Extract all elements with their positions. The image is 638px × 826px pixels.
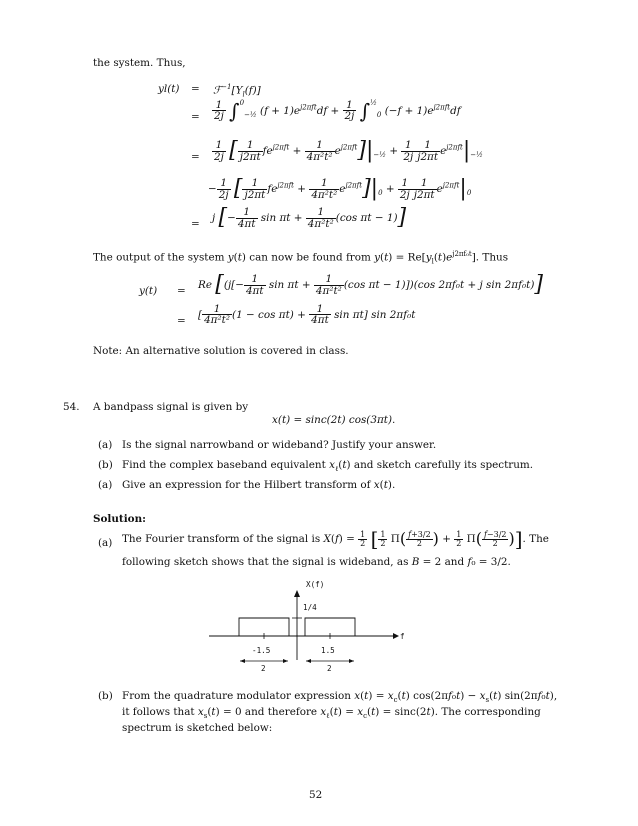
right-width-arrow-left-icon <box>306 659 311 663</box>
sketch-x-label: f <box>400 632 405 641</box>
eq-sign-3: = <box>191 151 200 163</box>
solution-b-label: (b) <box>98 690 113 702</box>
derivation-line-4: − $\frac{1}{2j}$ [ $\frac{1}{j2\pi t}$ $fe^{j2\pi ft}$ + $\frac{1}{\text{4π²t²}}$ $e^{j2\pi ft}]|_0$ + $\frac{1}{2j}$ $\frac{1}{j2\pi t}$ $e^{j2\pi ft}|_0$ <box>208 176 472 201</box>
sketch-right-center-label: 1.5 <box>321 646 335 655</box>
sketch-y-label: X(f) <box>306 580 325 589</box>
derivation-lhs: yl(t) <box>158 83 180 95</box>
output-eq-1: = <box>177 285 186 297</box>
solution-b-line-3: spectrum is sketched below: <box>122 722 273 734</box>
output-sentence: The output of the system y(t) can now be found from $y(t) = Re[y_l(t)e^{j2\pi f_0t}]$. Thus <box>93 250 509 266</box>
derivation-line-1: $ℱ^{-1}[Y_l(f)]$ <box>213 83 261 99</box>
derivation-line-3: $\frac{1}{2j}$ [ $\frac{1}{j2\pi t}$ $fe^{j2\pi ft}$ + $\frac{1}{\text{4π²t²}}$ $e^{j2\pi ft}]|_{-\frac{1}{2}}$ + $\frac{1}{2j}$ $\frac{1}{j2\pi t}$ $e^{j2\pi ft}|_{-\frac{1}{2}}$ <box>214 138 483 163</box>
output-eq-2: = <box>177 315 186 327</box>
part-label: (b) <box>98 459 113 471</box>
note-text: Note: An alternative solution is covered in class. <box>93 345 349 357</box>
sketch-right-width-label: 2 <box>327 664 332 673</box>
x-axis-arrow-icon <box>393 633 399 639</box>
y-axis-arrow-icon <box>294 590 300 597</box>
sketch-left-width-label: 2 <box>261 664 266 673</box>
right-width-arrow-right-icon <box>349 659 354 663</box>
output-line-2: [ $\frac{1}{\text{4π²t²}}$ (1 − cos πt) + $\frac{1}{4\pi t}$ sin πt] sin 2πf₀t <box>198 303 416 327</box>
problem-number: 54. <box>63 401 80 413</box>
solution-heading: Solution: <box>93 513 147 525</box>
derivation-line-5: j [− $\frac{1}{4\pi t}$ sin πt + $\frac{1}{\text{4π²t²}}$ (cos πt − 1)] <box>212 205 407 230</box>
solution-b-line-2: it follows that $x_s(t) = 0$ and therefore $x_\ell(t) = x_c(t) = \sin c(2t)$. The corresponding <box>122 706 541 721</box>
solution-a-label: (a) <box>98 537 113 549</box>
part-label: (a) <box>98 439 113 451</box>
sketch-height-label: 1/4 <box>303 603 317 612</box>
part-text: Give an expression for the Hilbert transform of x(t). <box>122 479 396 491</box>
eq-sign-2: = <box>191 111 200 123</box>
problem-statement: A bandpass signal is given by <box>93 401 249 413</box>
eq-sign-1: = <box>191 83 200 95</box>
eq-sign-5: = <box>191 218 200 230</box>
derivation-line-2: $\frac{1}{2j}$ ∫$^0_{-\frac{1}{2}}$ $(f + 1)e^{j2\pi ft}df$ + $\frac{1}{2j}$ ∫$^{\frac{1}{2}}_0$ $(-f + 1)e^{j2\pi ft}df$ <box>214 98 461 123</box>
part-label: (a) <box>98 479 113 491</box>
problem-equation: x(t) = sinc(2t) cos(3πt). <box>272 414 396 426</box>
output-lhs: y(t) <box>139 285 158 297</box>
solution-b-line-1: From the quadrature modulator expression $x(t) = x_c(t) \cos(2\pi f_0t) - x_s(t)$ sin(2πf₀t), <box>122 690 558 705</box>
intro-text: the system. Thus, <box>93 57 186 69</box>
solution-a-line-2: following sketch shows that the signal is wideband, as B = 2 and f₀ = 3/2. <box>122 556 511 568</box>
left-width-arrow-left-icon <box>240 659 245 663</box>
part-text: Is the signal narrowband or wideband? Justify your answer. <box>122 439 437 451</box>
page-number: 52 <box>309 789 323 801</box>
solution-a-line-1: The Fourier transform of the signal is X(f) = $\frac{1}{2}$ [ $\frac{1}{2}$ Π( $\frac{f+3/2}{2}$ ) + $\frac{1}{2}$ Π( $\frac{f-3/2}{2}$ )]. The <box>122 527 549 551</box>
part-text: Find the complex baseband equivalent $x_\ell(t)$ and sketch carefully its spectrum. <box>122 459 534 474</box>
output-line-1: Re [(j[− $\frac{1}{4\pi t}$ sin πt + $\frac{1}{\text{4π²t²}}$ (cos πt − 1)])(cos 2πf₀t + j sin 2πf₀t)] <box>198 272 543 297</box>
left-width-arrow-right-icon <box>283 659 288 663</box>
sketch-left-center-label: -1.5 <box>252 646 271 655</box>
